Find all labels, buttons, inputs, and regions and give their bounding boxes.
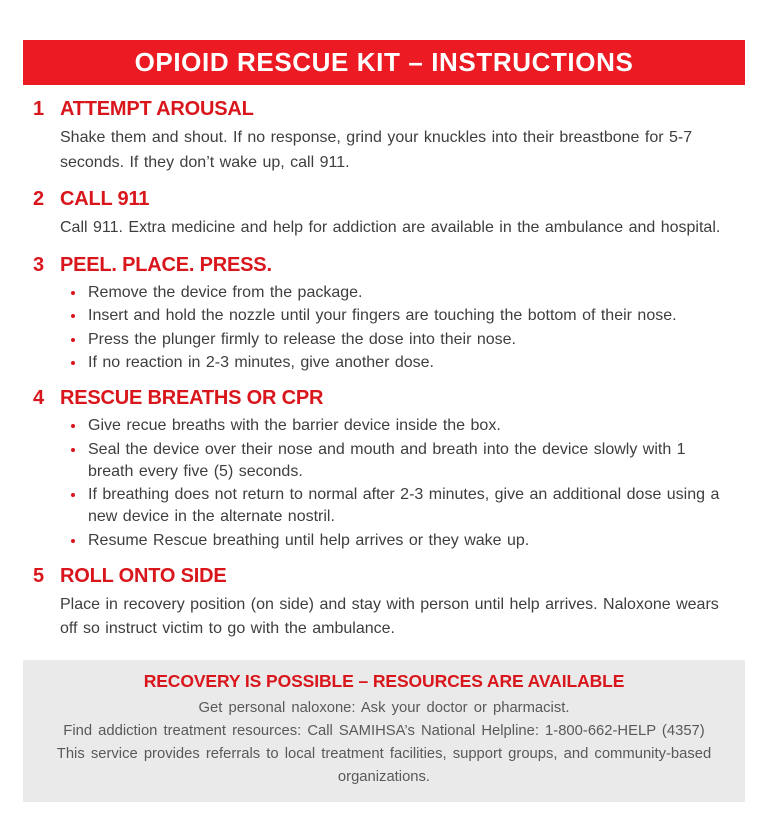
section-rescue-breaths-or-cpr <box>23 387 745 552</box>
section-title: ROLL ONTO SIDE <box>60 564 227 587</box>
section-heading <box>23 387 745 409</box>
section-bullet-list <box>60 282 745 375</box>
section-paragraph: Shake them and shout. If no response, grind your knuckles into their breastbone for 5-7 seconds. If they don’t wake up, call 911. <box>60 129 693 171</box>
section-number: 4 <box>33 387 44 409</box>
section-title: CALL 911 <box>60 188 150 210</box>
resources-title: RECOVERY IS POSSIBLE – RESOURCES ARE AVAILABLE <box>143 670 625 691</box>
title-banner <box>23 40 745 85</box>
section-paragraph: Place in recovery position (on side) and stay with person until help arrives. Naloxone wears off so instruct victim to go with the ambulance. <box>60 595 719 637</box>
bullet-item: • Press the plunger firmly to release the dose into their nose. <box>86 329 735 351</box>
resources-box <box>23 660 745 802</box>
section-call-911 <box>23 188 745 241</box>
section-number: 2 <box>33 188 44 210</box>
section-bullet-list <box>60 415 745 552</box>
resources-line-naloxone: Get personal naloxone: Ask your doctor or pharmacist. <box>198 699 570 716</box>
page-title: OPIOID RESCUE KIT – INSTRUCTIONS <box>134 47 634 77</box>
section-heading <box>23 188 745 210</box>
bullet-item: • If no reaction in 2-3 minutes, give another dose. <box>86 352 735 374</box>
section-number: 5 <box>33 564 44 587</box>
section-peel-place-press <box>23 254 745 375</box>
bullet-item: • Seal the device over their nose and mouth and breath into the device slowly with 1 breath every five (5) seconds. <box>86 439 735 483</box>
section-attempt-arousal <box>23 98 745 175</box>
bullet-item: • Remove the device from the package. <box>86 282 735 304</box>
section-heading <box>23 565 745 587</box>
resources-line-helpline: Find addiction treatment resources: Call SAMIHSA’s National Helpline: 1-800-662-HELP (4357) <box>63 722 705 739</box>
section-title: RESCUE BREATHS OR CPR <box>60 387 324 409</box>
section-heading <box>23 98 745 120</box>
section-heading <box>23 254 745 276</box>
section-number: 3 <box>33 253 44 276</box>
bullet-item: • If breathing does not return to normal after 2-3 minutes, give an additional dose using a new device in the alternate nostril. <box>86 484 735 528</box>
section-title: ATTEMPT AROUSAL <box>60 98 254 120</box>
resources-line-referrals: This service provides referrals to local treatment facilities, support groups, and community-based organizations. <box>56 745 712 785</box>
bullet-item: • Give recue breaths with the barrier device inside the box. <box>86 415 735 437</box>
section-paragraph: Call 911. Extra medicine and help for addiction are available in the ambulance and hospital. <box>60 219 721 236</box>
bullet-item: • Insert and hold the nozzle until your fingers are touching the bottom of their nose. <box>86 305 735 327</box>
section-title: PEEL. PLACE. PRESS. <box>60 253 272 276</box>
section-roll-onto-side <box>23 565 745 642</box>
section-number: 1 <box>33 98 44 120</box>
bullet-item: • Resume Rescue breathing until help arrives or they wake up. <box>86 530 735 552</box>
